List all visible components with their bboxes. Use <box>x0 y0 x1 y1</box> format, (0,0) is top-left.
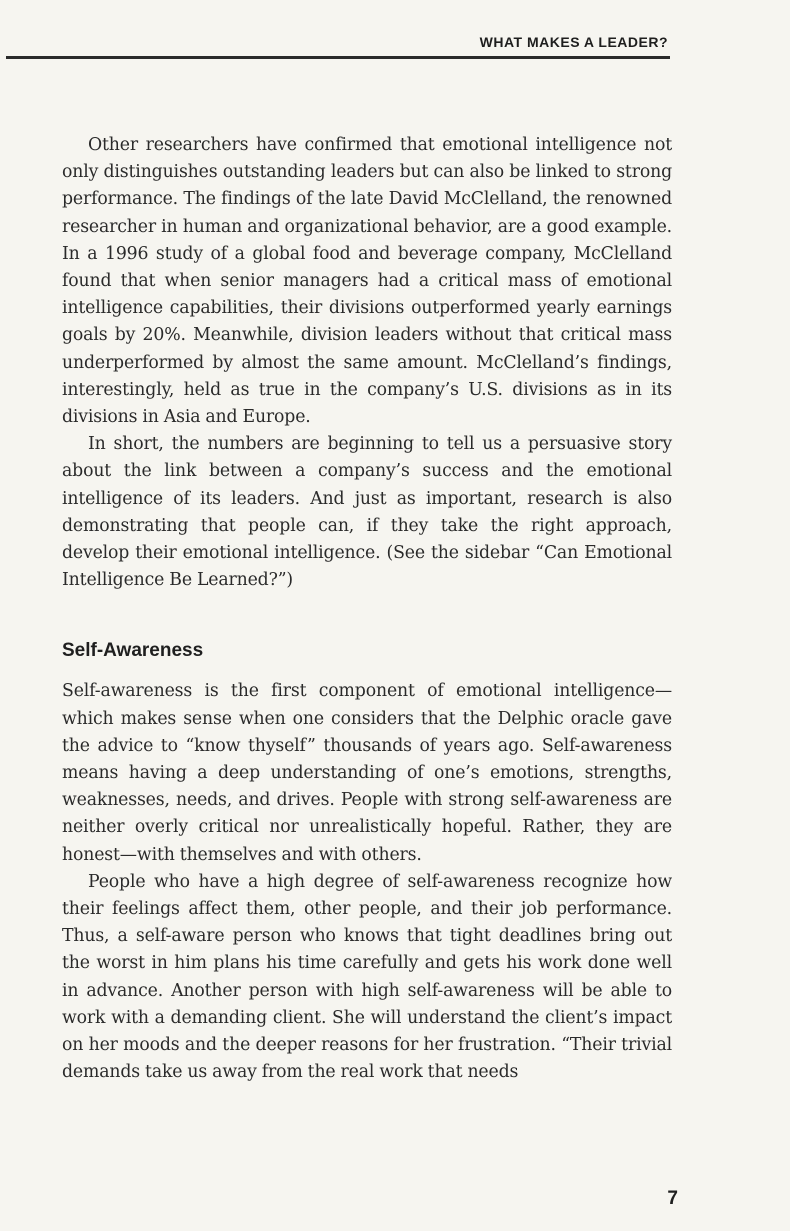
header-rule <box>6 56 670 59</box>
running-head-title: WHAT MAKES A LEADER? <box>479 34 668 50</box>
section-heading: Self-Awareness <box>62 640 204 662</box>
page-body <box>62 132 672 1087</box>
paragraph-4: People who have a high degree of self-awareness recognize how their feelings affect them, other people, and their job performance. Thus, a self-aware person who knows that tight deadlines bring out the worst in him plans his time carefully and gets his work done well in advance. Another person with high self-awareness will be able to work with a demanding client. She will understand the client’s impact on her moods and the deeper reasons for her frustration. “Their trivial demands take us away from the real work that needs <box>62 871 672 1083</box>
page-number: 7 <box>667 1188 678 1209</box>
paragraph-2: In short, the numbers are beginning to tell us a persuasive story about the link between a company’s success and the emotional intelligence of its leaders. And just as important, research is also demonstrating that people can, if they take the right approach, develop their emotional intelligence. (See the sidebar “Can Emotional Intelligence Be Learned?”) <box>62 434 672 591</box>
paragraph-3: Self-awareness is the first component of emotional intelligence—which makes sense when one considers that the Delphic oracle gave the advice to “know thyself” thousands of years ago. Self-awareness means having a deep understanding of one’s emotions, strengths, weaknesses, needs, and drives. People with strong self-awareness are neither overly critical nor unrealistically hopeful. Rather, they are honest—with themselves and with others. <box>62 681 672 865</box>
paragraph-1: Other researchers have confirmed that emotional intelligence not only distinguishes outstanding leaders but can also be linked to strong performance. The findings of the late David McClelland, the renowned researcher in human and organizational behavior, are a good example. In a 1996 study of a global food and beverage company, McClelland found that when senior managers had a critical mass of emotional intelligence capabilities, their divisions outperformed yearly earnings goals by 20%. Meanwhile, division leaders without that critical mass underperformed by almost the same amount. McClelland’s findings, interestingly, held as true in the company’s U.S. divisions as in its divisions in Asia and Europe. <box>62 135 672 428</box>
